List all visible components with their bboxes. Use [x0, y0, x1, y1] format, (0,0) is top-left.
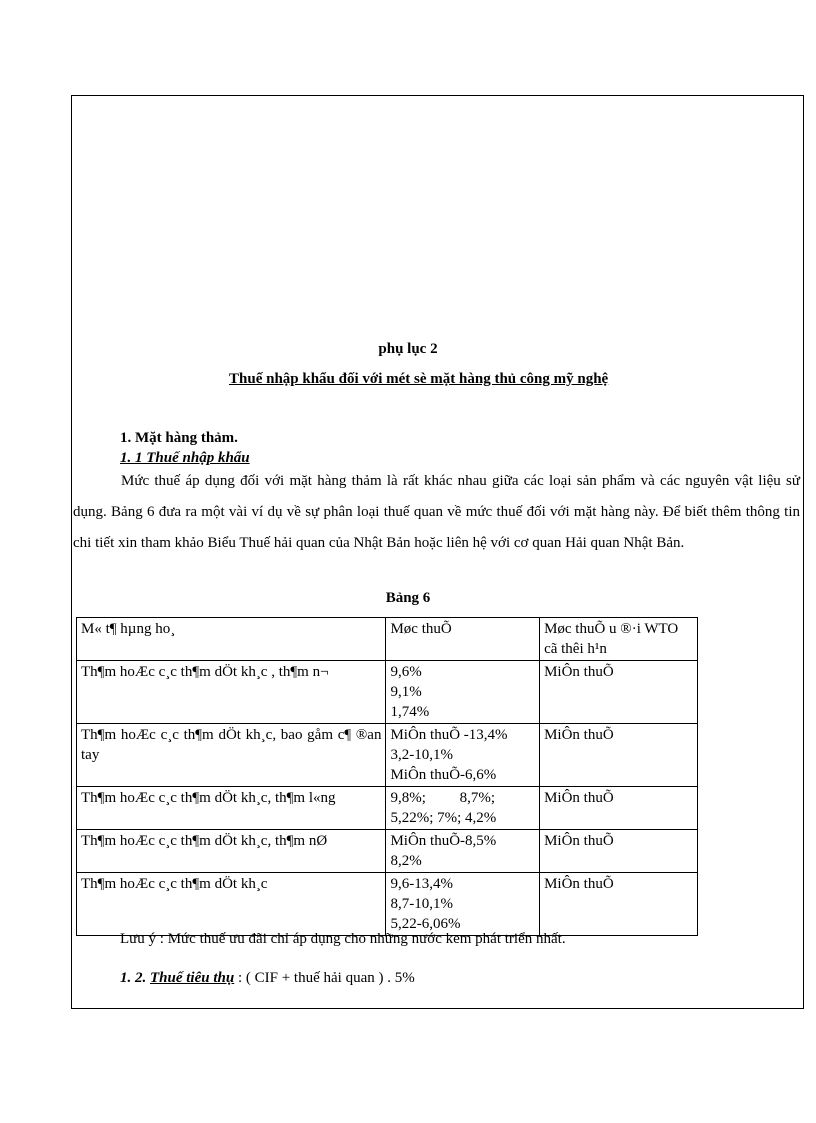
consumption-tax-label — [120, 970, 234, 986]
table-row — [77, 873, 698, 936]
consumption-tax-title: Thuế tiêu thụ — [150, 970, 235, 986]
rate-value: 3,2-10,1% — [390, 747, 453, 763]
rate-value: 5,22-6,06% — [390, 916, 461, 932]
header-tax-rate: Møc thuÕ — [386, 618, 540, 661]
row-rates — [386, 873, 540, 936]
table-row — [77, 787, 698, 830]
rate-value: 9,6% — [390, 664, 422, 680]
rate-value: MiÔn thuÕ -13,4% — [390, 727, 508, 743]
tariff-table — [76, 617, 698, 936]
header-description: M« t¶ hµng ho¸ — [77, 618, 386, 661]
table-header-row — [77, 618, 698, 661]
subsection-heading: 1. 1 Thuế nhập khẩu — [120, 450, 250, 466]
row-rates — [386, 661, 540, 724]
rate-value: 5,22%; 7%; 4,2% — [390, 810, 497, 826]
table-row — [77, 830, 698, 873]
header-wto-rate: Møc thuÕ u ®·i WTO cã thêi h¹n — [540, 618, 698, 661]
rate-value: 8,2% — [390, 853, 422, 869]
row-rates — [386, 830, 540, 873]
section-heading: 1. Mặt hàng thảm. — [120, 430, 238, 446]
consumption-tax-value: : ( CIF + thuế hải quan ) . 5% — [234, 970, 415, 986]
consumption-tax-number: 1. 2. — [120, 970, 147, 986]
row-rates — [386, 787, 540, 830]
rate-value: 9,1% — [390, 684, 422, 700]
table-caption: Bảng 6 — [385, 590, 431, 606]
row-wto-rate: MiÔn thuÕ — [540, 787, 698, 830]
row-wto-rate: MiÔn thuÕ — [540, 724, 698, 787]
row-description: Th¶m hoÆc c¸c th¶m dÖt kh¸c, th¶m l«ng — [77, 787, 386, 830]
row-wto-rate: MiÔn thuÕ — [540, 830, 698, 873]
intro-paragraph: Mức thuế áp dụng đối với mặt hàng thảm là rất khác nhau giữa các loại sản phẩm và các nguyên vật liệu sử dụng. Bảng 6 đưa ra một vài ví dụ về sự phân loại thuế quan về mức thuế đối với mặt hàng này. Để biết thêm thông tin chi tiết xin tham khảo Biểu Thuế hải quan của Nhật Bản hoặc liên hệ với cơ quan Hải quan Nhật Bản. — [73, 473, 800, 551]
row-description: Th¶m hoÆc c¸c th¶m dÖt kh¸c — [77, 873, 386, 936]
rate-value: 9,6-13,4% — [390, 876, 453, 892]
document-subtitle: Thuế nhập khẩu đối với mét sè mặt hàng thủ công mỹ nghệ — [229, 371, 609, 387]
consumption-tax-line — [120, 970, 415, 987]
rate-value: 8,7-10,1% — [390, 896, 453, 912]
rate-value: MiÔn thuÕ-6,6% — [390, 767, 497, 783]
rate-value: 9,8%; 8,7%; — [390, 790, 496, 806]
row-description: Th¶m hoÆc c¸c th¶m dÖt kh¸c , th¶m n¬ — [77, 661, 386, 724]
note-text: Lưu ý : Mức thuế ưu đãi chỉ áp dụng cho những nước kem phát triển nhất. — [120, 931, 566, 947]
row-rates — [386, 724, 540, 787]
rate-value: 1,74% — [390, 704, 430, 720]
row-description: Th¶m hoÆc c¸c th¶m dÖt kh¸c, th¶m nØ — [77, 830, 386, 873]
appendix-title: phụ lục 2 — [378, 341, 438, 357]
rate-value: MiÔn thuÕ-8,5% — [390, 833, 497, 849]
table-row — [77, 724, 698, 787]
row-wto-rate: MiÔn thuÕ — [540, 873, 698, 936]
row-description: Th¶m hoÆc c¸c th¶m dÖt kh¸c, bao gåm c¶ ®an tay — [77, 724, 386, 787]
table-row — [77, 661, 698, 724]
row-wto-rate: MiÔn thuÕ — [540, 661, 698, 724]
